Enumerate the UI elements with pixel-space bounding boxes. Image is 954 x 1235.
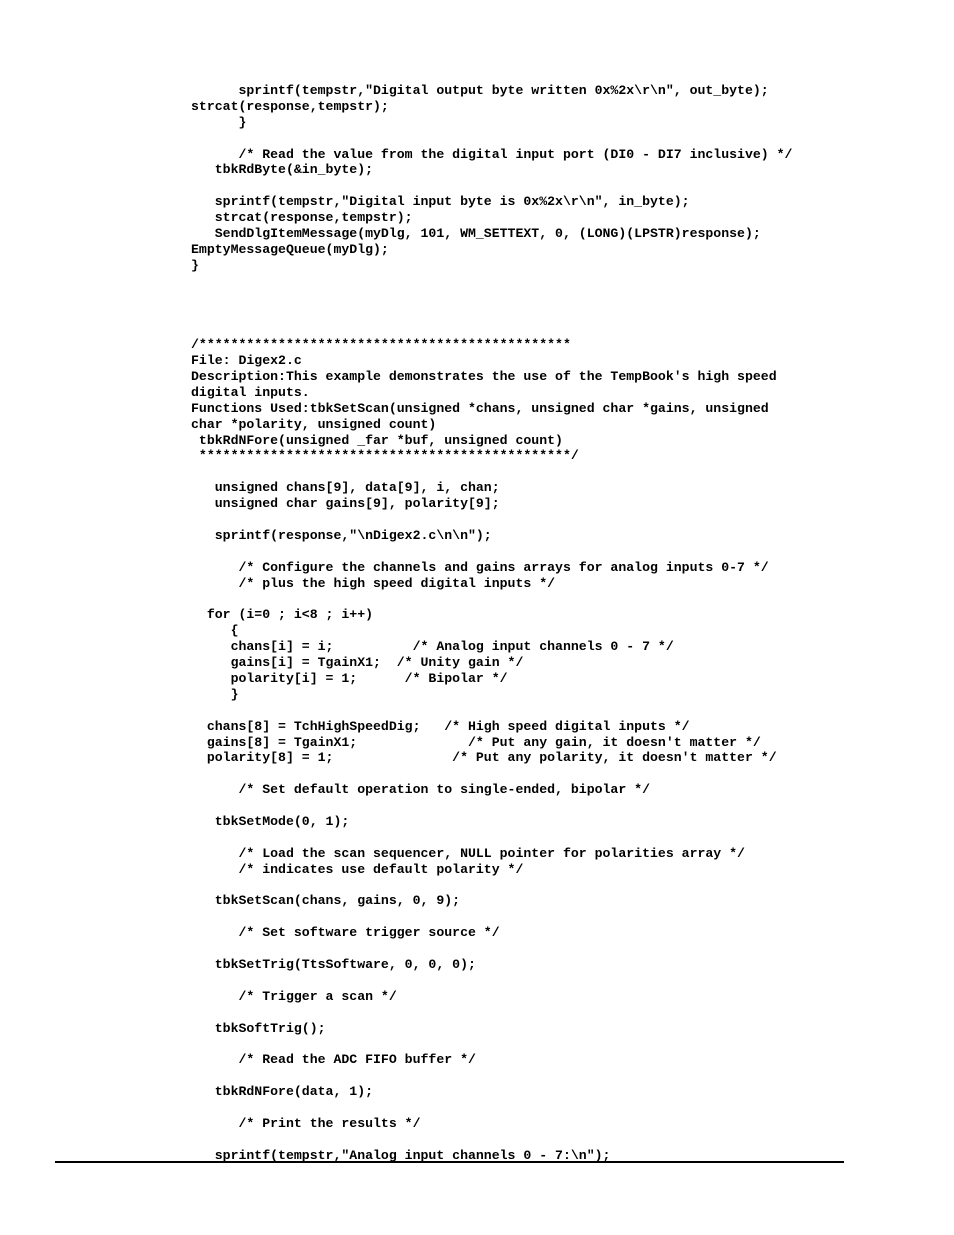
code-line	[191, 544, 891, 560]
code-line: EmptyMessageQueue(myDlg);	[191, 241, 389, 257]
code-line: strcat(response,tempstr);	[191, 98, 389, 114]
code-line: /* plus the high speed digital inputs */	[191, 575, 556, 591]
code-line	[191, 305, 891, 321]
code-line: chans[i] = i; /* Analog input channels 0 - 7 */	[191, 639, 674, 655]
code-line	[191, 1005, 891, 1021]
code-line: sprintf(tempstr,"Analog input channels 0 - 7:\n");	[191, 1147, 611, 1163]
code-line: /* Configure the channels and gains arrays for analog inputs 0-7 */	[191, 559, 769, 575]
code-line	[191, 703, 891, 719]
code-listing	[191, 83, 891, 1164]
code-line: /* Read the ADC FIFO buffer */	[191, 1052, 476, 1068]
code-line	[191, 941, 891, 957]
code-line: Description:This example demonstrates the use of the TempBook's high speed	[191, 369, 777, 385]
code-line	[191, 1100, 891, 1116]
code-line: /* indicates use default polarity */	[191, 861, 524, 877]
code-line: sprintf(tempstr,"Digital output byte written 0x%2x\r\n", out_byte);	[191, 83, 769, 98]
code-line: unsigned char gains[9], polarity[9];	[191, 496, 500, 512]
code-line	[191, 1036, 891, 1052]
code-line	[191, 178, 891, 194]
code-line: tbkRdNFore(data, 1);	[191, 1084, 374, 1100]
code-line: }	[191, 257, 199, 273]
code-line: tbkRdNFore(unsigned _far *buf, unsigned count)	[191, 432, 563, 448]
footer-rule	[55, 1161, 844, 1163]
code-line	[191, 464, 891, 480]
code-line: tbkSetMode(0, 1);	[191, 813, 350, 829]
code-line	[191, 512, 891, 528]
code-line	[191, 274, 891, 290]
code-line: File: Digex2.c	[191, 353, 302, 369]
code-line: }	[191, 686, 239, 702]
code-line: ***********************************************/	[191, 448, 579, 464]
code-line: tbkSetTrig(TtsSoftware, 0, 0, 0);	[191, 956, 476, 972]
code-line: tbkSoftTrig();	[191, 1020, 326, 1036]
code-line: unsigned chans[9], data[9], i, chan;	[191, 480, 500, 496]
code-line	[191, 878, 891, 894]
code-line	[191, 798, 891, 814]
code-line: SendDlgItemMessage(myDlg, 101, WM_SETTEXT, 0, (LONG)(LPSTR)response);	[191, 226, 761, 242]
code-line: /* Trigger a scan */	[191, 988, 397, 1004]
code-line: gains[8] = TgainX1; /* Put any gain, it doesn't matter */	[191, 734, 761, 750]
code-line: digital inputs.	[191, 384, 310, 400]
code-line: polarity[8] = 1; /* Put any polarity, it doesn't matter */	[191, 750, 777, 766]
code-line: strcat(response,tempstr);	[191, 210, 413, 226]
code-line	[191, 909, 891, 925]
code-line	[191, 131, 891, 147]
code-line: gains[i] = TgainX1; /* Unity gain */	[191, 655, 524, 671]
code-line: sprintf(tempstr,"Digital input byte is 0x%2x\r\n", in_byte);	[191, 194, 690, 210]
code-line: char *polarity, unsigned count)	[191, 416, 437, 432]
code-line: /* Load the scan sequencer, NULL pointer for polarities array */	[191, 845, 745, 861]
code-line: /* Read the value from the digital input port (DI0 - DI7 inclusive) */	[191, 146, 793, 162]
code-line: tbkRdByte(&in_byte);	[191, 162, 374, 178]
code-line	[191, 321, 891, 337]
code-line: tbkSetScan(chans, gains, 0, 9);	[191, 893, 461, 909]
code-line: polarity[i] = 1; /* Bipolar */	[191, 670, 508, 686]
code-line: /* Print the results */	[191, 1115, 421, 1131]
code-line: /* Set default operation to single-ended, bipolar */	[191, 782, 650, 798]
code-line: }	[191, 114, 247, 130]
code-line: chans[8] = TchHighSpeedDig; /* High speed digital inputs */	[191, 718, 690, 734]
code-line: for (i=0 ; i<8 ; i++)	[191, 607, 374, 623]
code-line: /* Set software trigger source */	[191, 925, 500, 941]
code-line	[191, 830, 891, 846]
code-line: {	[191, 623, 239, 639]
code-line	[191, 290, 891, 306]
code-line	[191, 592, 891, 608]
code-line	[191, 766, 891, 782]
code-line: /***********************************************	[191, 337, 571, 353]
code-line	[191, 1132, 891, 1148]
code-line	[191, 973, 891, 989]
code-line	[191, 1068, 891, 1084]
code-line: sprintf(response,"\nDigex2.c\n\n");	[191, 527, 492, 543]
code-line: Functions Used:tbkSetScan(unsigned *chans, unsigned char *gains, unsigned	[191, 400, 769, 416]
